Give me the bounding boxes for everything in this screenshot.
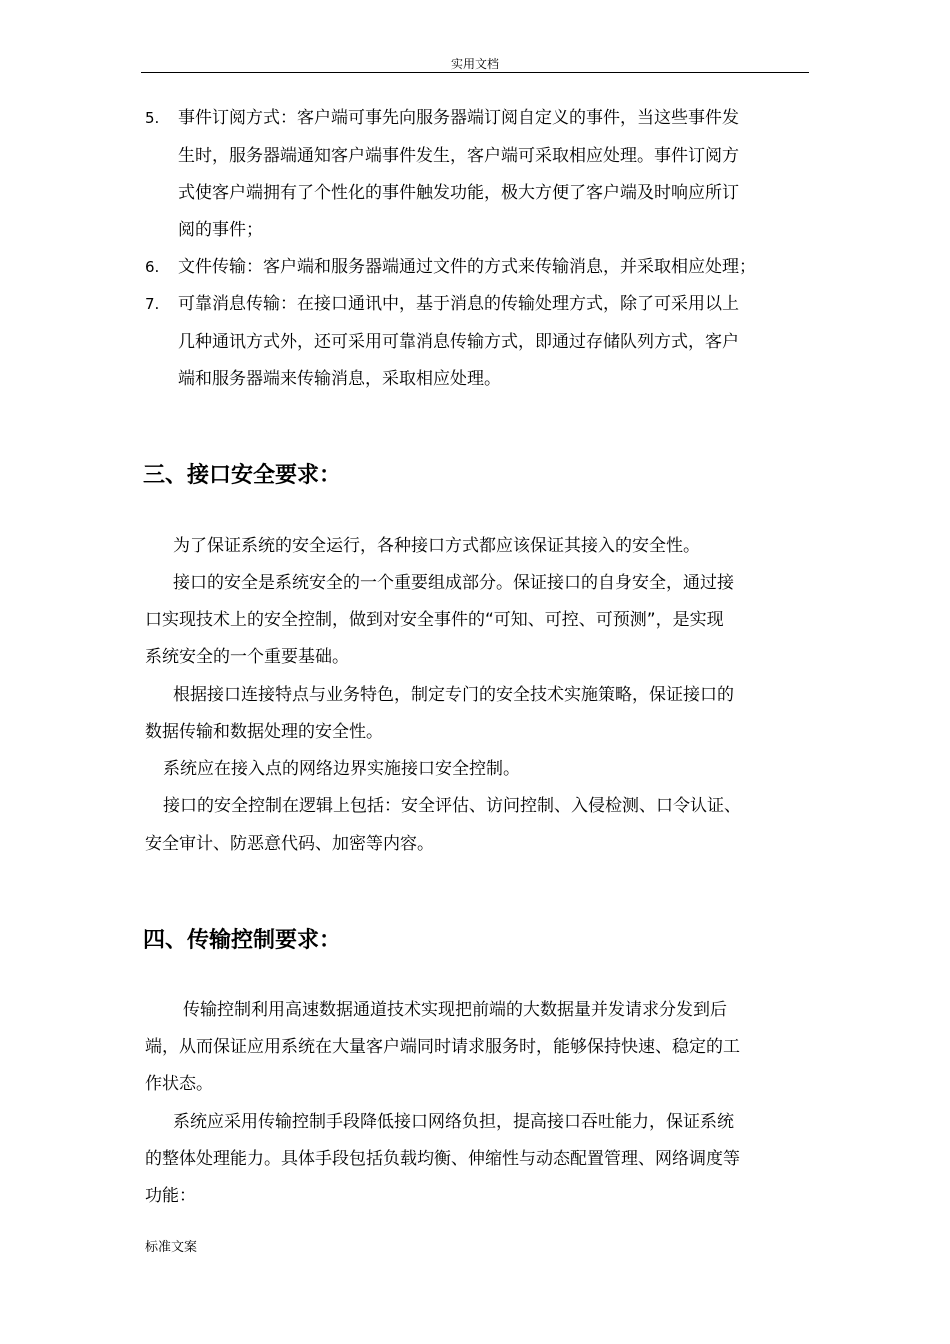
paragraph-line: 接口的安全控制在逻辑上包括：安全评估、访问控制、入侵检测、口令认证、 <box>163 796 741 816</box>
page-footer: 标准文案 <box>145 1240 198 1255</box>
list-item-line: 事件订阅方式：客户端可事先向服务器端订阅自定义的事件，当这些事件发 <box>178 108 739 128</box>
list-number: 7. <box>145 295 160 313</box>
list-item-line: 式使客户端拥有了个性化的事件触发功能，极大方便了客户端及时响应所订 <box>178 183 739 203</box>
list-item-line: 端和服务器端来传输消息，采取相应处理。 <box>178 369 501 389</box>
list-item-line: 可靠消息传输：在接口通讯中，基于消息的传输处理方式，除了可采用以上 <box>178 294 739 314</box>
list-number: 6. <box>145 258 160 276</box>
header-title: 实用文档 <box>450 57 499 71</box>
page-header <box>141 57 809 73</box>
paragraph-line: 根据接口连接特点与业务特色，制定专门的安全技术实施策略，保证接口的 <box>173 685 734 705</box>
paragraph-line: 的整体处理能力。具体手段包括负载均衡、伸缩性与动态配置管理、网络调度等 <box>145 1149 740 1169</box>
paragraph-line: 数据传输和数据处理的安全性。 <box>145 722 383 742</box>
section-heading: 四、传输控制要求： <box>143 928 342 953</box>
paragraph-line: 系统应在接入点的网络边界实施接口安全控制。 <box>163 759 520 779</box>
section-heading: 三、接口安全要求： <box>143 463 342 488</box>
paragraph-line: 系统安全的一个重要基础。 <box>145 647 349 667</box>
paragraph-line: 功能： <box>145 1186 196 1206</box>
paragraph-line: 安全审计、防恶意代码、加密等内容。 <box>145 834 434 854</box>
list-item-line: 生时，服务器端通知客户端事件发生，客户端可采取相应处理。事件订阅方 <box>178 146 739 166</box>
paragraph-line: 接口的安全是系统安全的一个重要组成部分。保证接口的自身安全，通过接 <box>173 573 734 593</box>
paragraph-line: 端，从而保证应用系统在大量客户端同时请求服务时，能够保持快速、稳定的工 <box>145 1037 740 1057</box>
paragraph-line: 为了保证系统的安全运行，各种接口方式都应该保证其接入的安全性。 <box>173 536 700 556</box>
list-item-line: 阅的事件； <box>178 220 263 240</box>
paragraph-line: 系统应采用传输控制手段降低接口网络负担，提高接口吞吐能力，保证系统 <box>173 1112 734 1132</box>
list-item-line: 几种通讯方式外，还可采用可靠消息传输方式，即通过存储队列方式，客户 <box>178 332 739 352</box>
paragraph-line: 传输控制利用高速数据通道技术实现把前端的大数据量并发请求分发到后 <box>183 1000 727 1020</box>
paragraph-line: 口实现技术上的安全控制，做到对安全事件的“可知、可控、可预测”，是实现 <box>145 610 724 630</box>
paragraph-line: 作状态。 <box>145 1074 213 1094</box>
list-item-line: 文件传输：客户端和服务器端通过文件的方式来传输消息，并采取相应处理； <box>178 257 756 277</box>
list-number: 5. <box>145 109 160 127</box>
